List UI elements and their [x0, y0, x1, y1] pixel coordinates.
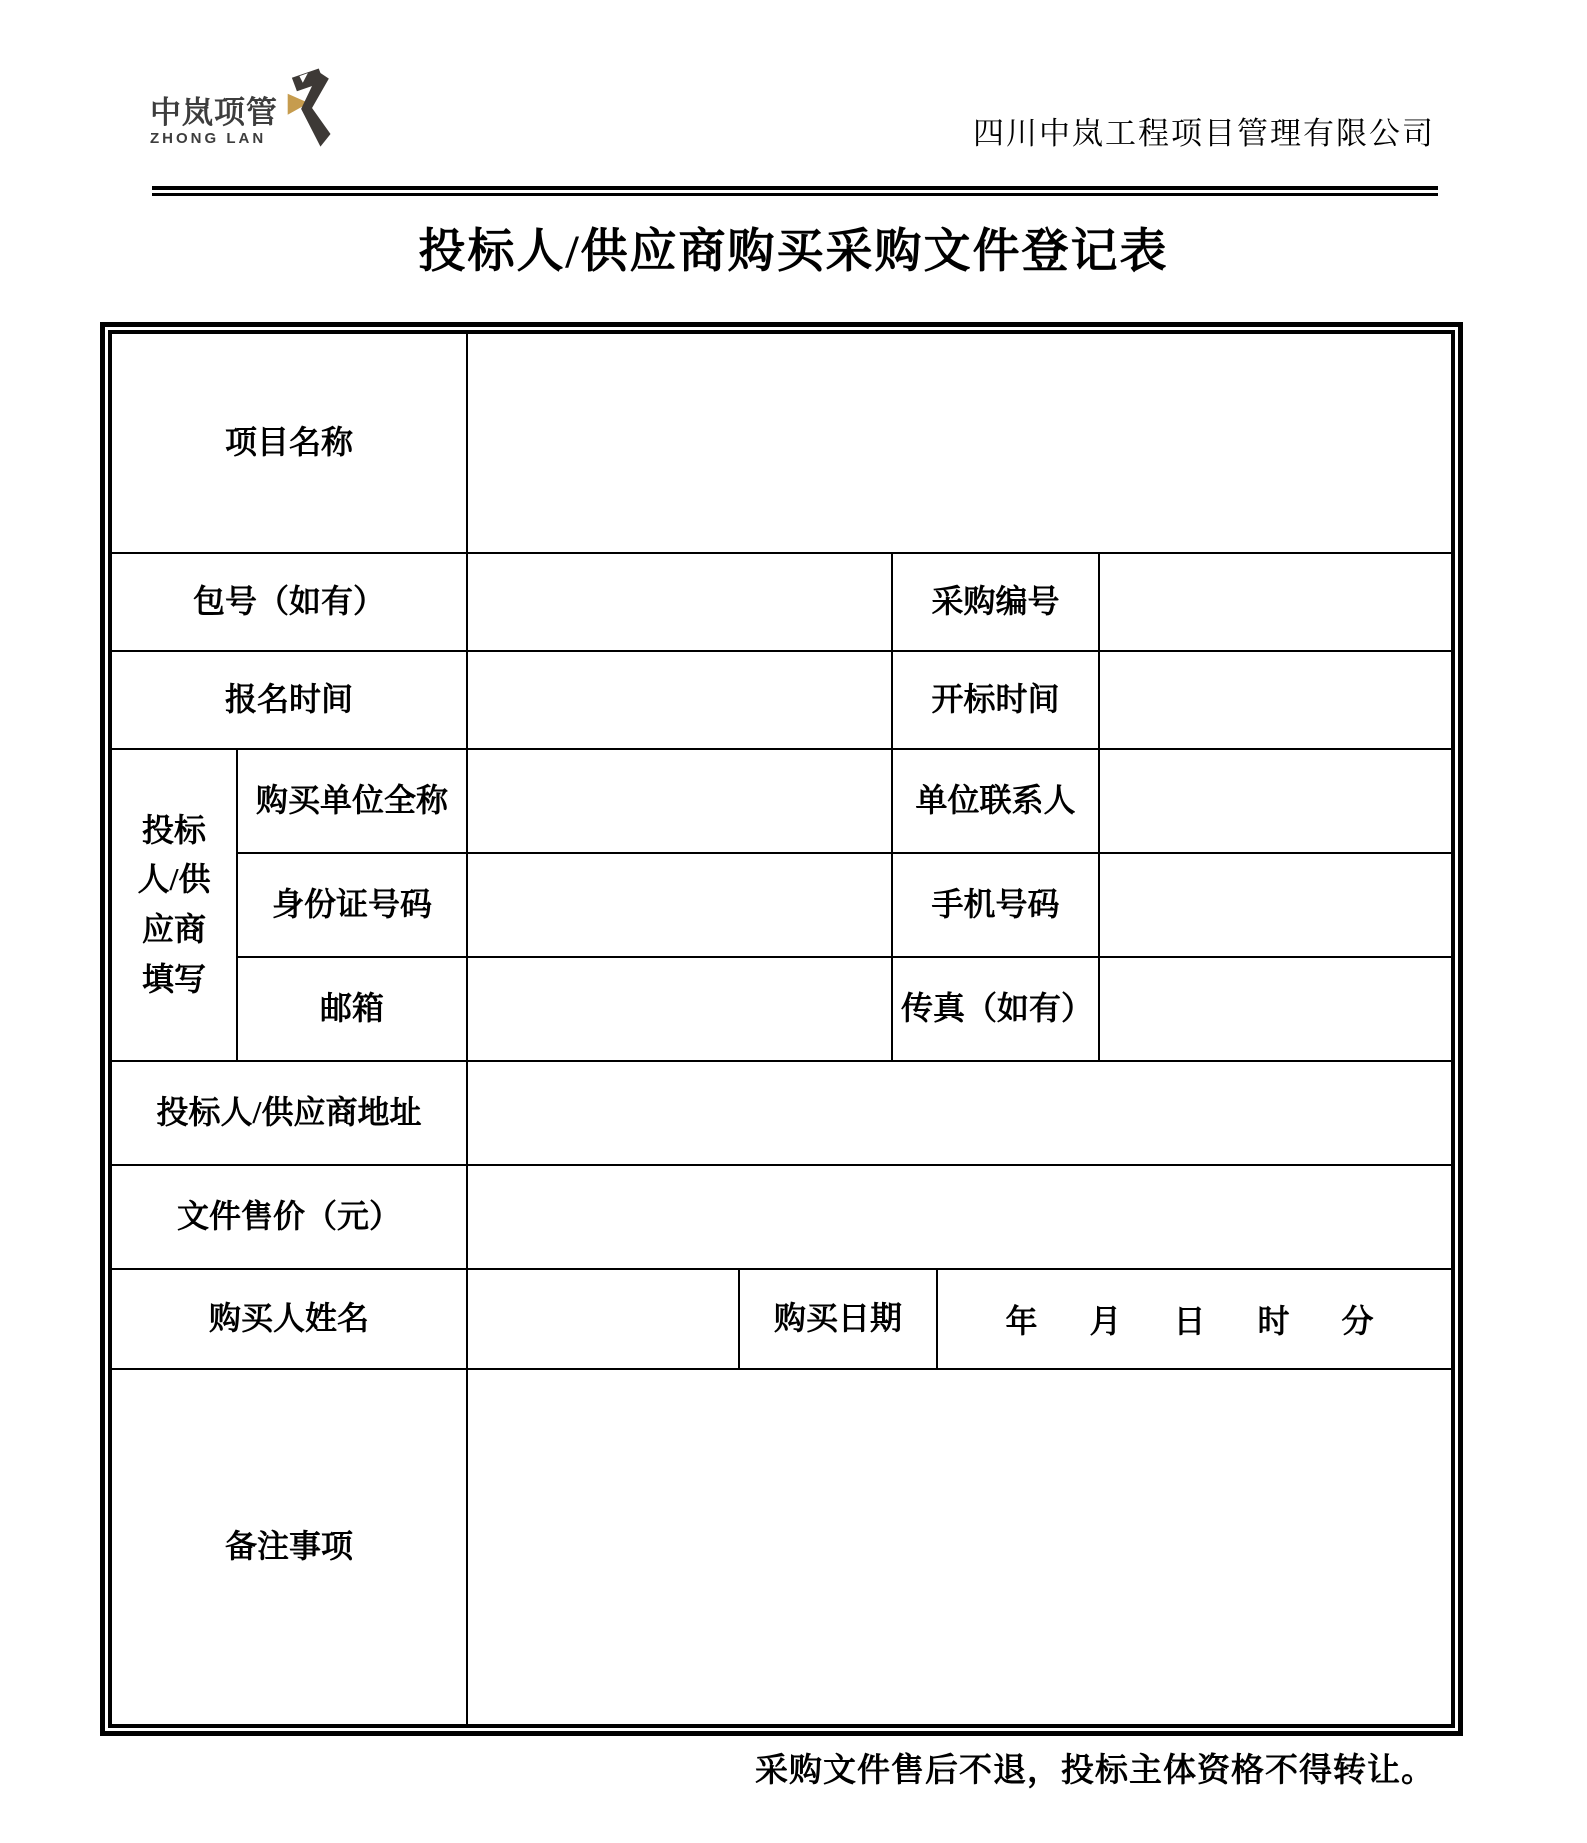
company-logo	[150, 66, 331, 146]
buyer-name-input[interactable]	[468, 1270, 740, 1368]
buyer-name-label: 购买人姓名	[112, 1270, 468, 1368]
table-row	[112, 1370, 1451, 1724]
logo-cn-text: 中岚项管	[150, 95, 278, 130]
bidder-section	[112, 750, 1451, 1062]
bid-opening-time-label: 开标时间	[893, 652, 1100, 748]
purchasing-unit-input[interactable]	[468, 750, 893, 852]
table-row	[238, 750, 1451, 854]
registration-table	[100, 322, 1463, 1736]
registration-time-label: 报名时间	[112, 652, 468, 748]
project-name-label: 项目名称	[112, 334, 468, 552]
email-input[interactable]	[468, 958, 893, 1060]
id-number-label: 身份证号码	[238, 854, 468, 956]
logo-wordmark	[150, 97, 278, 146]
purchase-date-label: 购买日期	[740, 1270, 938, 1368]
footer-note: 采购文件售后不退，投标主体资格不得转让。	[755, 1753, 1435, 1789]
address-label: 投标人/供应商地址	[112, 1062, 468, 1164]
fax-label: 传真（如有）	[893, 958, 1100, 1060]
table-row	[112, 334, 1451, 554]
project-name-input[interactable]	[468, 334, 1451, 552]
email-label: 邮箱	[238, 958, 468, 1060]
remarks-label: 备注事项	[112, 1370, 468, 1724]
remarks-input[interactable]	[468, 1370, 1451, 1724]
bidder-section-label: 投标人/供应商填写	[112, 750, 238, 1060]
purchase-date-input[interactable]: 年 月 日 时 分	[1005, 1303, 1384, 1339]
table-row	[112, 1270, 1451, 1370]
unit-contact-label: 单位联系人	[893, 750, 1100, 852]
table-row	[238, 958, 1451, 1060]
table-row	[238, 854, 1451, 958]
purchasing-unit-label: 购买单位全称	[238, 750, 468, 852]
zhonglan-logo-icon	[283, 66, 331, 150]
table-row	[112, 1062, 1451, 1166]
bid-opening-time-input[interactable]	[1100, 652, 1451, 748]
package-no-label: 包号（如有）	[112, 554, 468, 650]
procurement-no-input[interactable]	[1100, 554, 1451, 650]
mobile-input[interactable]	[1100, 854, 1451, 956]
company-name: 四川中岚工程项目管理有限公司	[973, 116, 1435, 151]
doc-price-input[interactable]	[468, 1166, 1451, 1268]
address-input[interactable]	[468, 1062, 1451, 1164]
doc-price-label: 文件售价（元）	[112, 1166, 468, 1268]
mobile-label: 手机号码	[893, 854, 1100, 956]
table-row	[112, 554, 1451, 652]
registration-time-input[interactable]	[468, 652, 893, 748]
fax-input[interactable]	[1100, 958, 1451, 1060]
logo-en-text: ZHONG LAN	[150, 130, 267, 147]
header-rule	[152, 186, 1438, 196]
page-title: 投标人/供应商购买采购文件登记表	[418, 226, 1169, 278]
unit-contact-input[interactable]	[1100, 750, 1451, 852]
package-no-input[interactable]	[468, 554, 893, 650]
table-row	[112, 652, 1451, 750]
table-row	[112, 1166, 1451, 1270]
id-number-input[interactable]	[468, 854, 893, 956]
procurement-no-label: 采购编号	[893, 554, 1100, 650]
